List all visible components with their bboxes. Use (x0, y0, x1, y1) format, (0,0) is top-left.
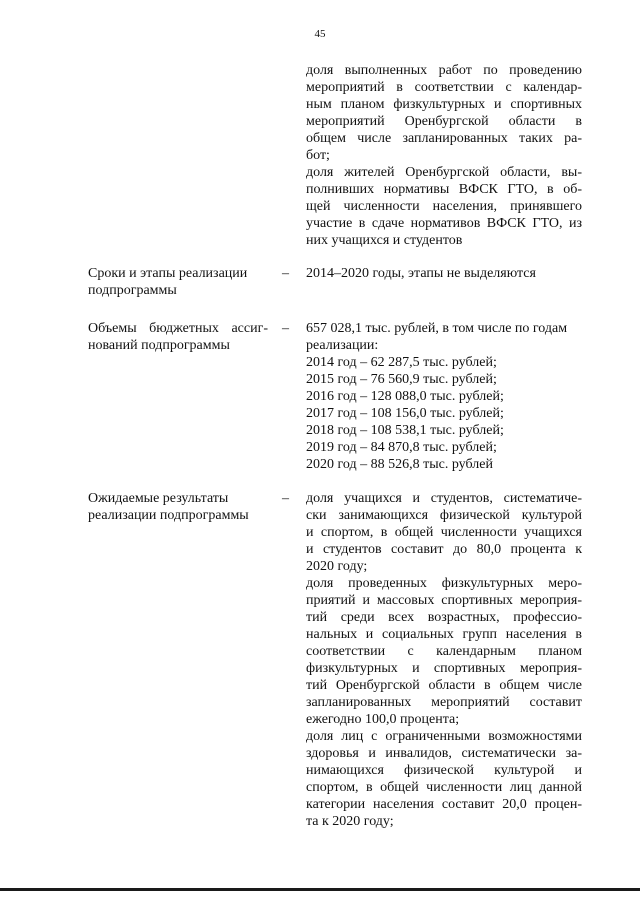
text-line: мероприятий в соответствии с календар- (306, 80, 582, 95)
dash-separator: – (282, 321, 289, 336)
budget-value: 657 028,1 тыс. рублей, в том числе по годам (306, 321, 568, 336)
bottom-rule (0, 888, 640, 891)
results-text-line: тий среди всех возрастных, профессио- (306, 610, 582, 625)
results-label: реализации подпрограммы (88, 508, 249, 523)
text-line: мероприятий Оренбургской области в (306, 114, 582, 129)
results-text-line: приятий и массовых спортивных мероприя- (306, 593, 582, 608)
budget-value: реализации: (306, 338, 379, 353)
results-text-line: и студентов составит до 80,0 процента к (306, 542, 582, 557)
dash-separator: – (282, 266, 289, 281)
budget-year: 2015 год – 76 560,9 тыс. рублей; (306, 372, 497, 387)
results-text-line: физкультурных и спортивных мероприя- (306, 661, 582, 676)
terms-label: Сроки и этапы реализации (88, 266, 248, 281)
results-text-line: и спортом, в общей численности учащихся (306, 525, 582, 540)
results-text-line: та к 2020 году; (306, 814, 394, 829)
text-line: ным планом физкультурных и спортивных (306, 97, 582, 112)
dash-separator: – (282, 491, 289, 506)
budget-label: нований подпрограммы (88, 338, 230, 353)
results-label: Ожидаемые результаты (88, 491, 229, 506)
budget-label (88, 320, 268, 337)
text-line: участие в сдаче нормативов ВФСК ГТО, из (306, 216, 582, 231)
results-text-line: соответствии с календарным планом (306, 644, 582, 659)
results-text-line: 2020 году; (306, 559, 368, 574)
budget-year: 2019 год – 84 870,8 тыс. рублей; (306, 440, 497, 455)
text-line: общем числе запланированных таких ра- (306, 131, 582, 146)
results-text-line: категории населения составит 20,0 процен- (306, 797, 582, 812)
budget-label-line: Объемы бюджетных ассиг- (88, 321, 268, 336)
results-text-line: ски занимающихся физической культурой (306, 508, 582, 523)
results-text-line: тий Оренбургской области в общем числе (306, 678, 582, 693)
results-text-line: доля проведенных физкультурных меро- (306, 576, 582, 591)
text-line: полнивших нормативы ВФСК ГТО, в об- (306, 182, 582, 197)
results-text-line: доля лиц с ограниченными возможностями (306, 729, 582, 744)
budget-year: 2018 год – 108 538,1 тыс. рублей; (306, 423, 504, 438)
budget-year: 2016 год – 128 088,0 тыс. рублей; (306, 389, 504, 404)
results-text-line: нимающихся физической культурой и (306, 763, 582, 778)
terms-value: 2014–2020 годы, этапы не выделяются (306, 266, 536, 281)
text-line: них учащихся и студентов (306, 233, 463, 248)
budget-year: 2014 год – 62 287,5 тыс. рублей; (306, 355, 497, 370)
page-number: 45 (314, 28, 326, 40)
results-text-line: доля учащихся и студентов, систематиче- (306, 491, 582, 506)
results-text-line: ежегодно 100,0 процента; (306, 712, 460, 727)
terms-label: подпрограммы (88, 283, 177, 298)
budget-year: 2020 год – 88 526,8 тыс. рублей (306, 457, 493, 472)
results-text-line: нальных и социальных групп населения в (306, 627, 582, 642)
budget-year: 2017 год – 108 156,0 тыс. рублей; (306, 406, 504, 421)
results-text-line: запланированных мероприятий составит (306, 695, 582, 710)
text-line: щей численности населения, принявшего (306, 199, 582, 214)
text-line: доля выполненных работ по проведению (306, 63, 582, 78)
text-line: бот; (306, 148, 330, 163)
text-line: доля жителей Оренбургской области, вы- (306, 165, 582, 180)
results-text-line: спортом, в общей численности лиц данной (306, 780, 582, 795)
results-text-line: здоровья и инвалидов, систематически за- (306, 746, 582, 761)
